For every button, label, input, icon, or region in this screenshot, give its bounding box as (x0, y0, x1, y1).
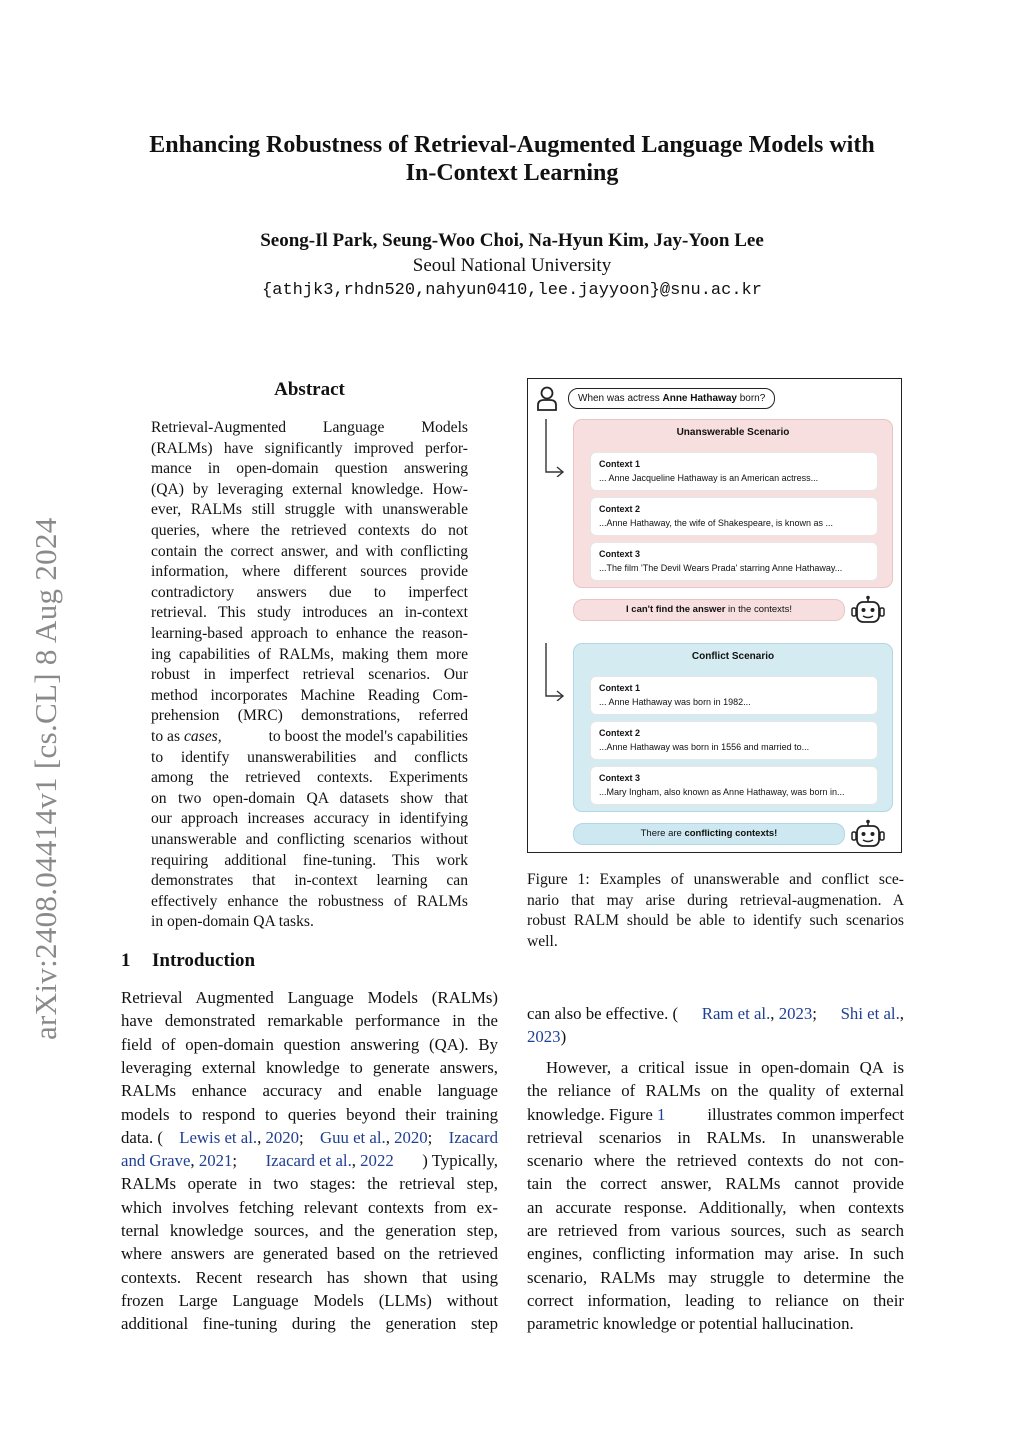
abstract-line: effectively enhance the robustness of RALMs (151, 892, 468, 910)
citation-link[interactable]: 2023 (527, 1027, 561, 1047)
abstract-line: (QA) by leveraging external knowledge. How- (151, 480, 468, 498)
body-line: ternal knowledge sources, and the generation step, (121, 1221, 498, 1240)
context-card (590, 497, 878, 536)
response-bold: I can't find the answer (626, 604, 726, 615)
unanswerable-panel (573, 419, 893, 588)
body-line: retrieval scenarios in RALMs. In unanswerable (527, 1127, 904, 1147)
title-line-1: Enhancing Robustness of Retrieval-Augmented Language Models with (149, 132, 875, 158)
body-line: correct information, leading to reliance on their (527, 1290, 904, 1310)
context-text: ... Anne Hathaway was born in 1982... (599, 697, 751, 707)
body-line: are retrieved from various sources, such as search (527, 1221, 904, 1240)
context-card (590, 766, 878, 805)
abstract-line: unanswerable and conflicting scenarios without (151, 831, 468, 848)
abstract-heading: Abstract (274, 379, 345, 400)
citation-link[interactable]: 2022 (360, 1151, 394, 1171)
body-line: scenario, RALMs may struggle to determine the (527, 1267, 904, 1287)
context-text: ... Anne Jacqueline Hathaway is an American actress... (599, 473, 819, 483)
context-card (590, 452, 878, 491)
user-icon (536, 386, 558, 412)
abstract-line: retrieval. This study introduces an in-context (151, 604, 468, 622)
context-card (590, 542, 878, 581)
caption-line: robust RALM should be able to identify such scenarios (527, 912, 904, 930)
body-line (527, 1103, 904, 1126)
text-fragment: , (385, 1127, 395, 1147)
body-line (121, 1126, 498, 1149)
body-line (527, 1002, 904, 1025)
abstract-line: demonstrates that in-context learning can (151, 872, 468, 890)
abstract-line: method incorporates Machine Reading Com- (151, 686, 468, 704)
abstract-line: contain the correct answer, and with conflicting (151, 542, 468, 560)
question-bubble (568, 388, 775, 409)
body-line: models to respond to queries beyond their training (121, 1104, 498, 1124)
body-line: the reliance of RALMs on the quality of external (527, 1081, 904, 1101)
abstract-line: prehension (MRC) demonstrations, referred (151, 707, 468, 725)
body-line: field of open-domain question answering (QA). By (121, 1034, 498, 1054)
context-text: ...The film 'The Devil Wears Prada' starring Anne Hathaway... (599, 563, 843, 573)
context-text: ...Mary Ingham, also known as Anne Hathaway, was born in... (599, 787, 845, 797)
body-line: RALMs enhance accuracy and enable language (121, 1081, 498, 1101)
context-label: Context 3 (599, 549, 641, 559)
abstract-line: queries, where the retrieved contexts do not (151, 522, 468, 539)
text-fragment: data. ( (121, 1127, 163, 1147)
abstract-line (151, 727, 468, 748)
abstract-line: Retrieval-Augmented Language Models (151, 419, 468, 436)
text-fragment: ; (299, 1127, 304, 1147)
section-title: Introduction (152, 950, 256, 971)
citation-link[interactable]: 2023 (778, 1004, 813, 1023)
text-fragment: ; (232, 1151, 238, 1171)
figure-1 (527, 378, 902, 853)
citation-link[interactable]: Lewis et al. (179, 1127, 258, 1147)
conflict-panel (573, 643, 893, 812)
body-line: have demonstrated remarkable performance in the (121, 1011, 498, 1031)
text-fragment: ) Typically, (422, 1151, 498, 1171)
citation-link[interactable]: Ram et al. (701, 1004, 771, 1023)
body-line: tain the correct answer, RALMs cannot provide (527, 1174, 904, 1194)
citation-link[interactable]: Izacard et al. (265, 1151, 352, 1171)
text-fragment: ) (560, 1027, 567, 1047)
body-line: where answers are generated based on the retrieved (121, 1244, 498, 1264)
abstract-line: learning-based approach to enhance the reason- (151, 625, 468, 642)
abstract-line: (RALMs) have significantly improved perfor- (151, 439, 468, 457)
body-line: parametric knowledge or potential hallucination. (527, 1314, 854, 1334)
abstract-fragment: to as (151, 728, 181, 745)
abstract-line: to identify unanswerabilities and conflicts (151, 748, 468, 766)
abstract-italic-term: cases, (183, 728, 222, 745)
question-text: When was actress (578, 393, 663, 404)
caption-line: well. (527, 932, 558, 950)
abstract-line: on two open-domain QA datasets show that (151, 789, 468, 807)
body-line: which involves fetching relevant contexts from ex- (121, 1197, 498, 1217)
citation-link[interactable]: Izacard (448, 1127, 498, 1147)
text-fragment: can also be effective. ( (527, 1004, 679, 1023)
context-text: ...Anne Hathaway was born in 1556 and married to... (599, 742, 810, 752)
abstract-line: among the retrieved contexts. Experiments (151, 769, 468, 787)
context-label: Context 2 (599, 728, 641, 738)
citation-link[interactable]: 2021 (198, 1151, 233, 1171)
figure-reference-link[interactable]: 1 (657, 1104, 666, 1124)
context-label: Context 1 (599, 459, 641, 469)
body-line: additional fine-tuning during the generation step (121, 1314, 498, 1334)
context-label: Context 3 (599, 773, 641, 783)
abstract-fragment: to boost the model's capabilities (268, 728, 468, 745)
conflict-response (573, 823, 845, 845)
abstract-line: mance in open-domain question answering (151, 460, 468, 478)
abstract-line: robust in imperfect retrieval scenarios. Our (151, 666, 468, 684)
arrow-right-icon (538, 641, 568, 701)
panel-title: Unanswerable Scenario (676, 427, 790, 438)
abstract-line: in open-domain QA tasks. (151, 913, 314, 931)
citation-link[interactable]: Shi et al. (840, 1004, 900, 1023)
title-line-2: In-Context Learning (405, 160, 619, 186)
body-line: engines, conflicting information may arise. In such (527, 1244, 904, 1264)
response-bold: conflicting contexts! (684, 828, 778, 839)
context-card (590, 721, 878, 760)
unanswerable-response (573, 599, 845, 621)
arxiv-stamp: arXiv:2408.04414v1 [cs.CL] 8 Aug 2024 (28, 517, 63, 1040)
robot-icon (850, 595, 886, 625)
question-text: born? (736, 393, 766, 404)
text-fragment: , (770, 1004, 779, 1023)
section-number: 1 (121, 950, 131, 971)
body-line (121, 1149, 498, 1172)
robot-icon (850, 819, 886, 849)
context-label: Context 1 (599, 683, 641, 693)
response-text: in the contexts! (725, 604, 792, 615)
text-fragment: , (190, 1151, 199, 1171)
caption-line: nario that may arise during retrieval-augmenation. A (527, 891, 904, 909)
section-heading (121, 949, 255, 973)
panel-title: Conflict Scenario (691, 651, 775, 662)
text-fragment: ; (427, 1127, 433, 1147)
affiliation: Seoul National University (412, 255, 612, 276)
text-fragment: , (257, 1127, 266, 1147)
abstract-line: requiring additional fine-tuning. This work (151, 851, 468, 869)
body-line: an accurate response. Additionally, when contexts (527, 1197, 904, 1217)
body-line: RALMs operate in two stages: the retrieval step, (121, 1174, 498, 1194)
abstract-line: our approach increases accuracy in identifying (151, 810, 468, 828)
caption-line: Figure 1: Examples of unanswerable and conflict sce- (527, 871, 904, 888)
context-card (590, 676, 878, 715)
abstract-line: contradictory answers due to imperfect (151, 583, 468, 601)
citation-link[interactable]: 2020 (265, 1127, 300, 1147)
arrow-right-icon (538, 417, 568, 477)
abstract-line: ing capabilities of RALMs, making them more (151, 645, 468, 663)
text-fragment: knowledge. Figure (527, 1104, 658, 1124)
question-entity: Anne Hathaway (662, 393, 737, 404)
body-line: However, a critical issue in open-domain QA is (546, 1057, 904, 1077)
context-label: Context 2 (599, 504, 641, 514)
citation-link[interactable]: 2020 (394, 1127, 428, 1147)
abstract-line: information, where different sources provide (151, 563, 468, 581)
body-line (527, 1025, 904, 1048)
body-line: leveraging external knowledge to generate answers, (121, 1057, 498, 1077)
abstract-line: ever, RALMs still struggle with unanswerable (151, 501, 468, 519)
text-fragment: illustrates common imperfect (707, 1104, 904, 1124)
body-line: contexts. Recent research has shown that using (121, 1267, 498, 1287)
response-text: There are (640, 828, 685, 839)
body-line: scenario where the retrieved contexts do not con- (527, 1151, 904, 1171)
citation-link[interactable]: and Grave (121, 1151, 191, 1171)
author-list: Seong-Il Park, Seung-Woo Choi, Na-Hyun Kim, Jay-Yoon Lee (260, 230, 764, 251)
body-line: frozen Large Language Models (LLMs) without (121, 1290, 498, 1310)
context-text: ...Anne Hathaway, the wife of Shakespeare, is known as ... (599, 518, 833, 528)
email-addresses: {athjk3,rhdn520,nahyun0410,lee.jayyoon}@snu.ac.kr (262, 281, 762, 300)
citation-link[interactable]: Guu et al. (319, 1127, 386, 1147)
text-fragment: , (351, 1151, 361, 1171)
body-line: Retrieval Augmented Language Models (RALMs) (121, 988, 498, 1007)
text-fragment: ; (812, 1004, 817, 1023)
paper-title (60, 131, 964, 187)
text-fragment: , (899, 1004, 904, 1023)
